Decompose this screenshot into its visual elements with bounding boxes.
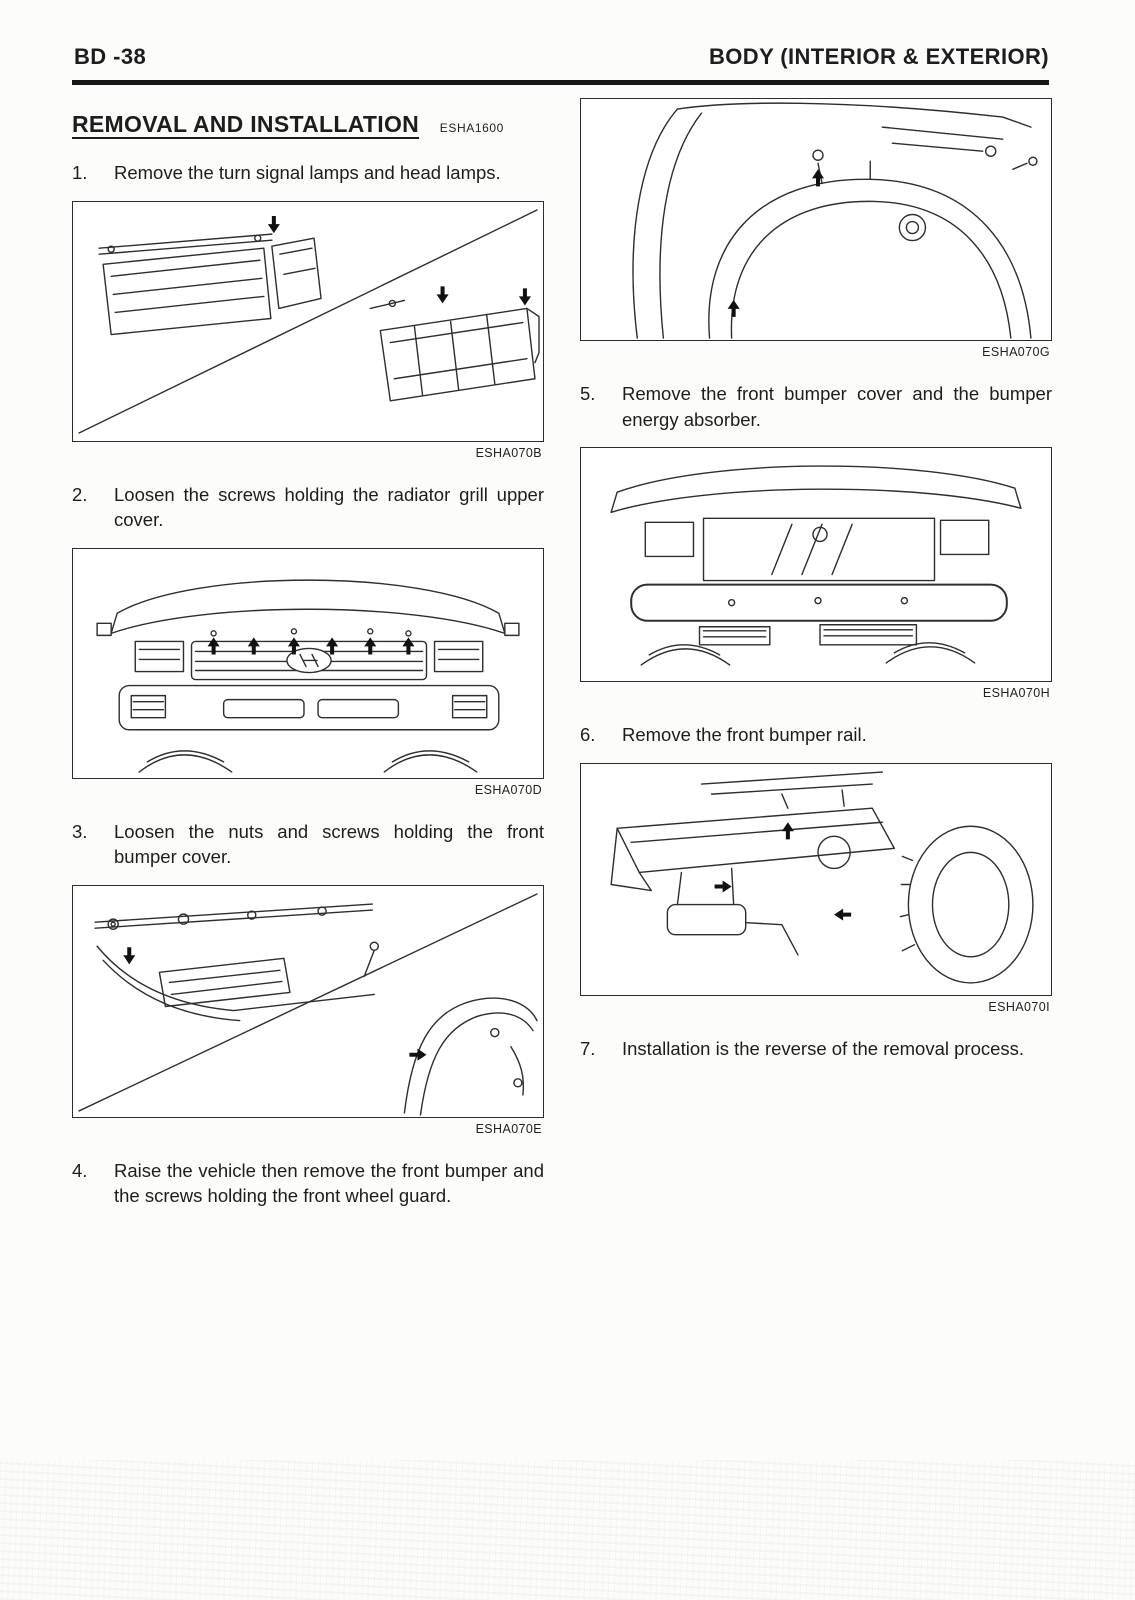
figure-esha070h <box>580 447 1052 700</box>
section-heading: BODY (INTERIOR & EXTERIOR) <box>708 44 1049 69</box>
figure-box <box>580 763 1052 996</box>
wheel-guard-illustration <box>581 99 1051 340</box>
bumper-cover-fasteners-illustration <box>73 886 543 1117</box>
figure-box <box>72 548 544 779</box>
bumper-rail-illustration <box>581 764 1051 995</box>
step-3 <box>72 819 544 870</box>
figure-box <box>580 447 1052 682</box>
figure-esha070i <box>580 763 1052 1014</box>
step-number: 2. <box>72 483 88 505</box>
figure-esha070e <box>72 885 544 1136</box>
column-right <box>580 98 1052 1076</box>
step-number: 6. <box>580 724 596 746</box>
step-number: 3. <box>72 820 88 842</box>
step-text: Loosen the nuts and screws holding the front bumper cover. <box>114 820 544 868</box>
step-number: 4. <box>72 1159 88 1181</box>
radiator-grill-cover-illustration <box>73 549 543 778</box>
step-text: Installation is the reverse of the removal process. <box>622 1037 1025 1059</box>
step-1 <box>72 160 544 186</box>
step-text: Loosen the screws holding the radiator grill upper cover. <box>114 483 544 531</box>
step-text: Remove the front bumper cover and the bumper energy absorber. <box>622 383 1052 430</box>
bumper-cover-absorber-illustration <box>581 448 1051 681</box>
figure-code: ESHA070G <box>982 345 1050 360</box>
column-left <box>72 98 544 1224</box>
content-columns <box>0 85 1135 1224</box>
figure-code: ESHA070E <box>475 1121 542 1136</box>
step-6 <box>580 722 1052 748</box>
figure-code: ESHA070H <box>982 686 1050 701</box>
figure-esha070d <box>72 548 544 797</box>
step-5 <box>580 381 1052 432</box>
page-title <box>72 111 544 138</box>
figure-code: ESHA070D <box>474 782 542 797</box>
figure-box <box>580 98 1052 341</box>
figure-esha070g <box>580 98 1052 359</box>
scan-noise-texture <box>0 1460 1135 1600</box>
figure-esha070b <box>72 201 544 460</box>
step-4 <box>72 1158 544 1209</box>
page-title-text: REMOVAL AND INSTALLATION <box>72 111 420 137</box>
step-text: Remove the front bumper rail. <box>622 724 867 746</box>
step-number: 5. <box>580 383 596 405</box>
page-title-code: ESHA1600 <box>439 121 504 135</box>
figure-code: ESHA070I <box>988 999 1050 1014</box>
step-number: 7. <box>580 1037 596 1059</box>
step-7 <box>580 1036 1052 1062</box>
step-number: 1. <box>72 162 88 183</box>
figure-code: ESHA070B <box>475 445 542 460</box>
headlamp-removal-illustration <box>73 202 543 441</box>
step-2 <box>72 482 544 533</box>
figure-box <box>72 885 544 1118</box>
page-number: BD -38 <box>74 44 147 69</box>
step-text: Raise the vehicle then remove the front bumper and the screws holding the front wheel guard. <box>114 1159 544 1207</box>
page-header <box>0 0 1135 70</box>
step-text: Remove the turn signal lamps and head lamps. <box>114 162 501 183</box>
figure-box <box>72 201 544 442</box>
